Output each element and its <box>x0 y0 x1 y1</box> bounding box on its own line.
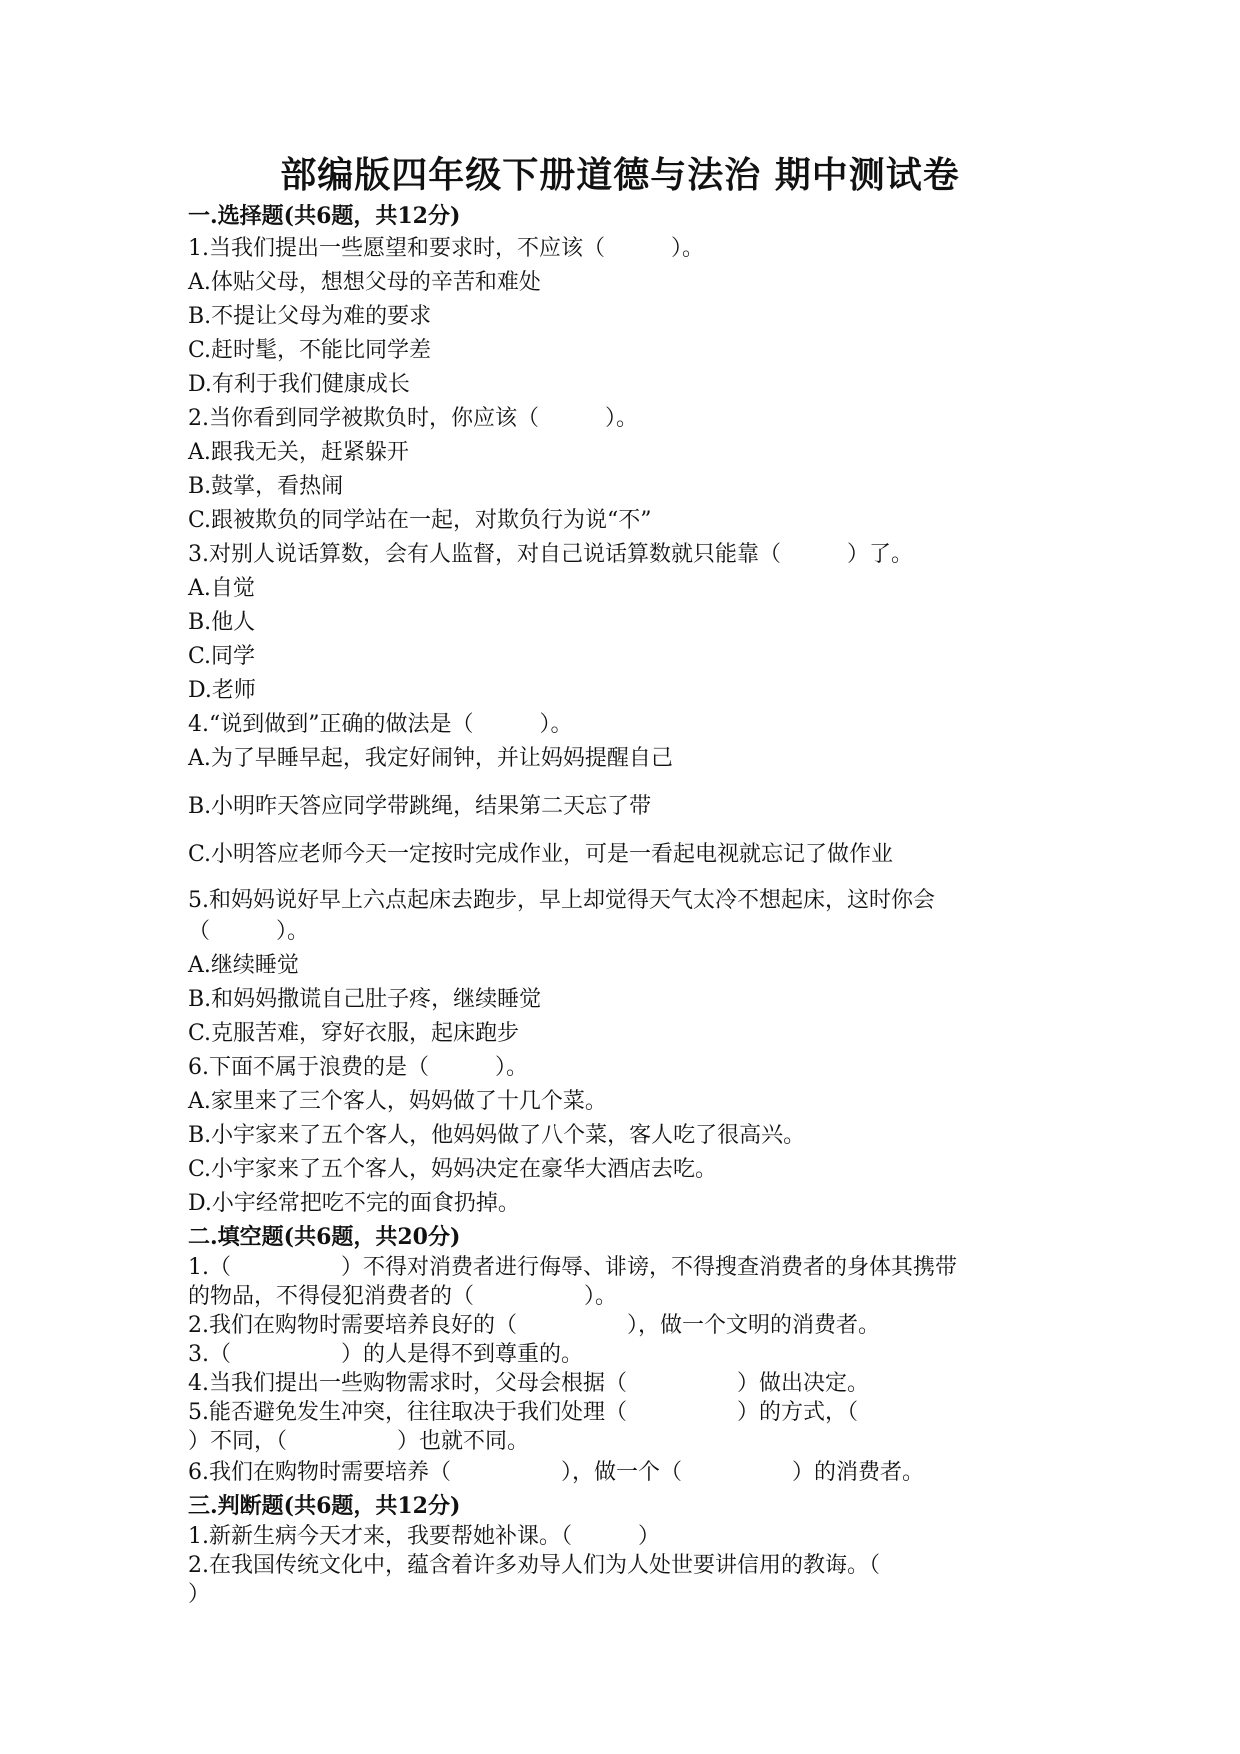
option-text: A.自觉 <box>188 576 255 601</box>
option-text: D.老师 <box>188 678 256 703</box>
exam-content <box>188 200 1068 1609</box>
option-text: A.跟我无关，赶紧躲开 <box>188 440 409 465</box>
question-text: 3.（ ）的人是得不到尊重的。 <box>188 1342 583 1367</box>
section-heading: 二.填空题(共6题，共20分) <box>188 1224 461 1250</box>
question-text: 6.我们在购物时需要培养（ ），做一个（ ）的消费者。 <box>188 1460 924 1485</box>
section-heading: 三.判断题(共6题，共12分) <box>188 1493 461 1519</box>
option-text: B.鼓掌，看热闹 <box>188 474 344 499</box>
option-text: B.小明昨天答应同学带跳绳，结果第二天忘了带 <box>188 794 652 819</box>
option-text: D.小宇经常把吃不完的面食扔掉。 <box>188 1191 520 1216</box>
question-text: 6.下面不属于浪费的是（ ）。 <box>188 1055 528 1080</box>
option-text: A.体贴父母，想想父母的辛苦和难处 <box>188 270 541 295</box>
question-text-continued: ）不同，（ ）也就不同。 <box>188 1429 530 1454</box>
question-text: 1.新新生病今天才来，我要帮她补课。（ ） <box>188 1524 660 1549</box>
section-heading: 一.选择题(共6题，共12分) <box>188 203 461 229</box>
option-text: B.他人 <box>188 610 256 635</box>
option-text: C.赶时髦，不能比同学差 <box>188 338 432 363</box>
option-text: C.小明答应老师今天一定按时完成作业，可是一看起电视就忘记了做作业 <box>188 842 894 867</box>
option-text: C.小宇家来了五个客人，妈妈决定在豪华大酒店去吃。 <box>188 1157 718 1182</box>
option-text: C.克服苦难，穿好衣服，起床跑步 <box>188 1021 520 1046</box>
section-fill-in-blank <box>188 1221 1068 1490</box>
option-text: A.为了早睡早起，我定好闹钟，并让妈妈提醒自己 <box>188 746 673 771</box>
question-text-continued: ） <box>188 1582 211 1607</box>
question-text-continued: 的物品，不得侵犯消费者的（ ）。 <box>188 1284 618 1309</box>
question-text: 1.当我们提出一些愿望和要求时，不应该（ ）。 <box>188 236 704 261</box>
section-multiple-choice <box>188 200 1068 1221</box>
question-text: 2.我们在购物时需要培养良好的（ ），做一个文明的消费者。 <box>188 1313 880 1338</box>
option-text: B.和妈妈撒谎自己肚子疼，继续睡觉 <box>188 987 542 1012</box>
question-text: 4.当我们提出一些购物需求时，父母会根据（ ）做出决定。 <box>188 1371 869 1396</box>
option-text: A.继续睡觉 <box>188 953 299 978</box>
question-text: 2.当你看到同学被欺负时，你应该（ ）。 <box>188 406 638 431</box>
option-text: D.有利于我们健康成长 <box>188 372 410 397</box>
section-true-false <box>188 1490 1068 1609</box>
question-text: 4.“说到做到”正确的做法是（ ）。 <box>188 712 573 737</box>
question-text: 3.对别人说话算数，会有人监督，对自己说话算数就只能靠（ ）了。 <box>188 542 913 567</box>
page-title: 部编版四年级下册道德与法治 期中测试卷 <box>280 154 960 196</box>
option-text: B.小宇家来了五个客人，他妈妈做了八个菜，客人吃了很高兴。 <box>188 1123 806 1148</box>
option-text: C.同学 <box>188 644 256 669</box>
question-text: 5.能否避免发生冲突，往往取决于我们处理（ ）的方式，（ <box>188 1400 858 1425</box>
question-text: 1.（ ）不得对消费者进行侮辱、诽谤，不得搜查消费者的身体其携带 <box>188 1255 957 1280</box>
option-text: C.跟被欺负的同学站在一起，对欺负行为说“不” <box>188 508 652 533</box>
question-text-continued: （ ）。 <box>188 919 310 944</box>
question-text: 5.和妈妈说好早上六点起床去跑步，早上却觉得天气太冷不想起床，这时你会 <box>188 888 935 913</box>
option-text: A.家里来了三个客人，妈妈做了十几个菜。 <box>188 1089 607 1114</box>
question-text: 2.在我国传统文化中，蕴含着许多劝导人们为人处世要讲信用的教诲。（ <box>188 1553 880 1578</box>
option-text: B.不提让父母为难的要求 <box>188 304 432 329</box>
